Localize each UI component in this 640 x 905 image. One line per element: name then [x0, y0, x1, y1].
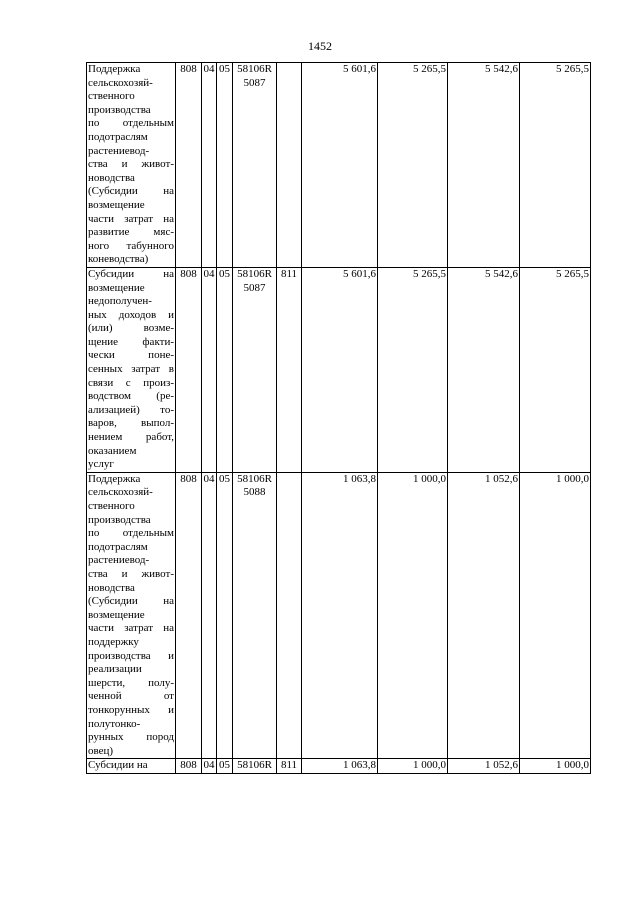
- subsection-code-cell: [217, 63, 233, 268]
- budget-table: [86, 62, 591, 774]
- amount-value-3: 5 542,6: [485, 63, 518, 75]
- name-line: по отдельным: [88, 527, 174, 540]
- name-line: новодства: [88, 581, 135, 594]
- target-code-line: 58106R: [237, 472, 272, 485]
- ministry-code-cell: [176, 472, 202, 758]
- expense-type-value: 811: [280, 267, 298, 280]
- section-code-cell: [202, 472, 217, 758]
- name-line: недополучен-: [88, 295, 152, 308]
- name-line: тонкорунных и: [88, 703, 174, 716]
- amount-value-3: 1 052,6: [485, 759, 518, 772]
- amount-value-1: 5 601,6: [343, 63, 376, 75]
- target-code-cell: [233, 472, 277, 758]
- row-name-cell: [87, 472, 176, 758]
- name-line: Субсидии на: [88, 267, 174, 280]
- name-line: возмещение: [88, 281, 145, 294]
- name-line: Поддержка: [88, 63, 141, 75]
- amount-cell-1: [302, 63, 378, 268]
- name-line: (или) возме-: [88, 322, 174, 335]
- name-line: ственного: [88, 500, 135, 512]
- amount-value-4: 5 265,5: [556, 267, 589, 280]
- name-line: рунных пород: [88, 731, 174, 744]
- ministry-code-cell: [176, 63, 202, 268]
- target-code-cell: [233, 267, 277, 472]
- name-line: ства и живот-: [88, 158, 174, 171]
- amount-value-4: 1 000,0: [556, 759, 589, 772]
- amount-cell-4: [520, 759, 591, 774]
- name-line: реализации: [88, 663, 142, 676]
- amount-cell-3: [448, 759, 520, 774]
- name-line: производства: [88, 103, 151, 116]
- table-body: [87, 63, 591, 774]
- target-code-line: 58106R: [237, 63, 272, 75]
- name-line: сенных затрат в: [88, 363, 174, 376]
- name-line: растениевод-: [88, 144, 150, 157]
- name-line: ализацией) то-: [88, 403, 174, 416]
- target-code-line: 58106R: [237, 267, 272, 280]
- section-code-value: 04: [203, 472, 215, 485]
- section-code-value: 04: [203, 759, 215, 772]
- ministry-code-cell: [176, 267, 202, 472]
- target-code-line: 58106R: [237, 759, 272, 772]
- target-code-cell: [233, 63, 277, 268]
- name-line: услуг: [88, 458, 114, 471]
- subsection-code-value: 05: [219, 759, 230, 772]
- name-line: коневодства): [88, 253, 149, 266]
- name-line: возмещение: [88, 608, 145, 621]
- name-line: сельскохозяй-: [88, 76, 153, 89]
- name-line: ства и живот-: [88, 567, 174, 580]
- name-line: ственного: [88, 90, 135, 103]
- name-line: новодства: [88, 171, 135, 184]
- amount-cell-1: [302, 472, 378, 758]
- name-line: возмещение: [88, 198, 145, 211]
- amount-value-2: 1 000,0: [413, 472, 446, 485]
- name-line: шерсти, полу-: [88, 676, 174, 689]
- section-code-cell: [202, 759, 217, 774]
- target-code-line: 5087: [243, 76, 266, 89]
- name-line: водством (ре-: [88, 390, 174, 403]
- table-row: [87, 759, 591, 774]
- amount-cell-3: [448, 63, 520, 268]
- name-line: по отдельным: [88, 117, 174, 130]
- name-line: щение факти-: [88, 335, 174, 348]
- amount-cell-3: [448, 472, 520, 758]
- amount-value-2: 5 265,5: [413, 63, 446, 75]
- target-code-line: 5088: [243, 486, 266, 499]
- name-line: производства: [88, 513, 151, 526]
- name-line: связи с произ-: [88, 376, 174, 389]
- amount-cell-4: [520, 472, 591, 758]
- name-line: Поддержка: [88, 472, 141, 485]
- amount-value-1: 1 063,8: [343, 759, 376, 772]
- section-code-cell: [202, 267, 217, 472]
- ministry-code-value: 808: [180, 267, 197, 280]
- name-line: ного табунного: [88, 239, 174, 252]
- name-line: ных доходов и: [88, 308, 174, 321]
- amount-cell-2: [378, 472, 448, 758]
- expense-type-cell: [277, 759, 302, 774]
- table-row: [87, 472, 591, 758]
- subsection-code-cell: [217, 759, 233, 774]
- ministry-code-value: 808: [180, 759, 197, 772]
- table-row: [87, 63, 591, 268]
- name-line: ченной от: [88, 690, 174, 703]
- name-line: растениевод-: [88, 554, 150, 567]
- section-code-cell: [202, 63, 217, 268]
- subsection-code-cell: [217, 472, 233, 758]
- amount-cell-1: [302, 759, 378, 774]
- ministry-code-value: 808: [180, 472, 197, 485]
- name-line: полутонко-: [88, 717, 141, 730]
- amount-cell-3: [448, 267, 520, 472]
- row-name-cell: [87, 63, 176, 268]
- ministry-code-value: 808: [180, 63, 197, 75]
- name-line: нением работ,: [88, 431, 174, 444]
- row-name-cell: [87, 267, 176, 472]
- expense-type-cell: [277, 472, 302, 758]
- amount-value-1: 1 063,8: [343, 472, 376, 485]
- amount-value-4: 5 265,5: [556, 63, 589, 75]
- name-line: овец): [88, 744, 114, 757]
- amount-value-4: 1 000,0: [556, 472, 589, 485]
- name-line: поддержку: [88, 635, 139, 648]
- amount-value-2: 1 000,0: [413, 759, 446, 772]
- name-line: (Субсидии на: [88, 595, 174, 608]
- name-line: Субсидии на: [88, 759, 148, 772]
- table-row: [87, 267, 591, 472]
- subsection-code-value: 05: [219, 472, 230, 485]
- name-line: подотраслям: [88, 540, 148, 553]
- amount-value-2: 5 265,5: [413, 267, 446, 280]
- section-code-value: 04: [203, 267, 215, 280]
- amount-cell-4: [520, 267, 591, 472]
- subsection-code-value: 05: [219, 63, 230, 75]
- name-line: производства и: [88, 649, 174, 662]
- amount-value-1: 5 601,6: [343, 267, 376, 280]
- expense-type-cell: [277, 267, 302, 472]
- page-number: 1452: [308, 39, 332, 53]
- expense-type-value: 811: [280, 759, 298, 772]
- subsection-code-cell: [217, 267, 233, 472]
- amount-cell-1: [302, 267, 378, 472]
- amount-value-3: 1 052,6: [485, 472, 518, 485]
- target-code-line: 5087: [243, 281, 266, 294]
- name-line: варов, выпол-: [88, 417, 174, 430]
- expense-type-cell: [277, 63, 302, 268]
- name-line: части затрат на: [88, 212, 174, 225]
- amount-cell-4: [520, 63, 591, 268]
- amount-cell-2: [378, 63, 448, 268]
- target-code-cell: [233, 759, 277, 774]
- name-line: сельскохозяй-: [88, 486, 153, 499]
- amount-cell-2: [378, 759, 448, 774]
- name-line: части затрат на: [88, 622, 174, 635]
- name-line: оказанием: [88, 444, 137, 457]
- section-code-value: 04: [203, 63, 215, 75]
- name-line: подотраслям: [88, 130, 148, 143]
- ministry-code-cell: [176, 759, 202, 774]
- row-name-cell: [87, 759, 176, 774]
- name-line: (Субсидии на: [88, 185, 174, 198]
- name-line: развитие мяс-: [88, 226, 174, 239]
- amount-cell-2: [378, 267, 448, 472]
- name-line: чески поне-: [88, 349, 174, 362]
- subsection-code-value: 05: [219, 267, 230, 280]
- amount-value-3: 5 542,6: [485, 267, 518, 280]
